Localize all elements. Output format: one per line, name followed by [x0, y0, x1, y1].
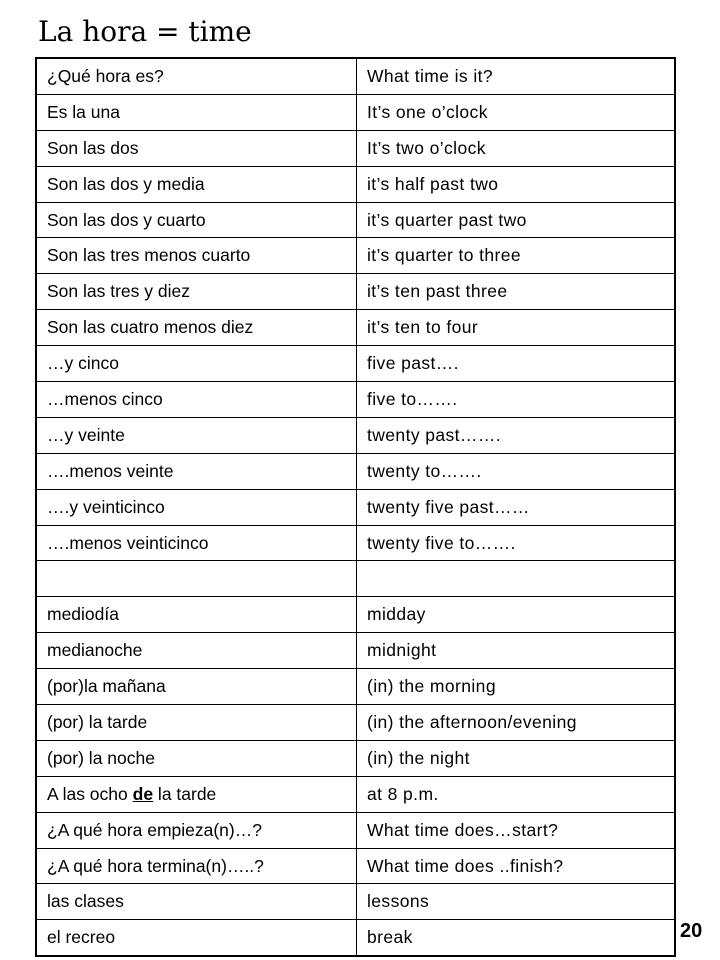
spanish-cell	[36, 561, 357, 597]
table-row	[36, 920, 675, 956]
english-cell: five to…….	[357, 382, 676, 418]
spanish-cell: el recreo	[36, 920, 357, 956]
spanish-cell: ….menos veinticinco	[36, 525, 357, 561]
table-row	[36, 166, 675, 202]
table-row	[36, 346, 675, 382]
table-row	[36, 633, 675, 669]
table-row	[36, 310, 675, 346]
table-row	[36, 382, 675, 418]
spanish-cell: Son las dos y media	[36, 166, 357, 202]
table-row	[36, 453, 675, 489]
english-cell: twenty past…….	[357, 417, 676, 453]
english-cell: at 8 p.m.	[357, 776, 676, 812]
spanish-cell: mediodía	[36, 597, 357, 633]
spanish-cell: …menos cinco	[36, 382, 357, 418]
english-cell: midday	[357, 597, 676, 633]
spanish-cell: (por) la tarde	[36, 705, 357, 741]
table-row	[36, 776, 675, 812]
spanish-cell: Es la una	[36, 94, 357, 130]
english-cell: What time is it?	[357, 58, 676, 94]
spanish-cell: Son las cuatro menos diez	[36, 310, 357, 346]
table-row	[36, 417, 675, 453]
table-row	[36, 669, 675, 705]
table-row	[36, 94, 675, 130]
english-cell: it’s half past two	[357, 166, 676, 202]
spanish-cell: …y cinco	[36, 346, 357, 382]
english-cell: twenty five to…….	[357, 525, 676, 561]
vocabulary-table	[35, 57, 676, 957]
table-row	[36, 274, 675, 310]
english-cell: lessons	[357, 884, 676, 920]
spanish-cell: Son las tres menos cuarto	[36, 238, 357, 274]
english-cell: twenty five past……	[357, 489, 676, 525]
english-cell: (in) the night	[357, 740, 676, 776]
spanish-cell: Son las dos	[36, 130, 357, 166]
spanish-cell: medianoche	[36, 633, 357, 669]
spanish-cell: …y veinte	[36, 417, 357, 453]
table-row	[36, 202, 675, 238]
english-cell: twenty to…….	[357, 453, 676, 489]
spanish-cell: Son las dos y cuarto	[36, 202, 357, 238]
table-row	[36, 884, 675, 920]
spanish-cell: (por) la noche	[36, 740, 357, 776]
table-row	[36, 597, 675, 633]
english-cell: five past….	[357, 346, 676, 382]
english-cell: It’s two o’clock	[357, 130, 676, 166]
table-row	[36, 489, 675, 525]
table-row	[36, 130, 675, 166]
spanish-text-end: la tarde	[153, 783, 217, 804]
spanish-cell: Son las tres y diez	[36, 274, 357, 310]
spanish-cell: (por)la mañana	[36, 669, 357, 705]
page-title: La hora = time	[38, 15, 252, 48]
table-row	[36, 58, 675, 94]
page-number: 20	[680, 920, 703, 942]
spanish-cell	[36, 776, 357, 812]
english-cell: break	[357, 920, 676, 956]
table-row	[36, 848, 675, 884]
table-row	[36, 238, 675, 274]
english-cell: it’s ten to four	[357, 310, 676, 346]
empty-row	[36, 561, 675, 597]
spanish-cell: ¿A qué hora termina(n)…..?	[36, 848, 357, 884]
english-cell: What time does ..finish?	[357, 848, 676, 884]
spanish-cell: ¿Qué hora es?	[36, 58, 357, 94]
english-cell: What time does…start?	[357, 812, 676, 848]
english-cell: midnight	[357, 633, 676, 669]
spanish-cell: las clases	[36, 884, 357, 920]
spanish-cell: ….menos veinte	[36, 453, 357, 489]
english-cell: it’s quarter to three	[357, 238, 676, 274]
english-cell: (in) the morning	[357, 669, 676, 705]
english-cell: It’s one o’clock	[357, 94, 676, 130]
table-row	[36, 705, 675, 741]
english-cell: (in) the afternoon/evening	[357, 705, 676, 741]
english-cell: it’s quarter past two	[357, 202, 676, 238]
emphasized-word: de	[132, 783, 154, 804]
spanish-cell: ….y veinticinco	[36, 489, 357, 525]
table-row	[36, 525, 675, 561]
table-row	[36, 740, 675, 776]
english-cell	[357, 561, 676, 597]
spanish-text-start: A las ocho	[47, 783, 133, 804]
table-row	[36, 812, 675, 848]
english-cell: it’s ten past three	[357, 274, 676, 310]
spanish-cell: ¿A qué hora empieza(n)…?	[36, 812, 357, 848]
